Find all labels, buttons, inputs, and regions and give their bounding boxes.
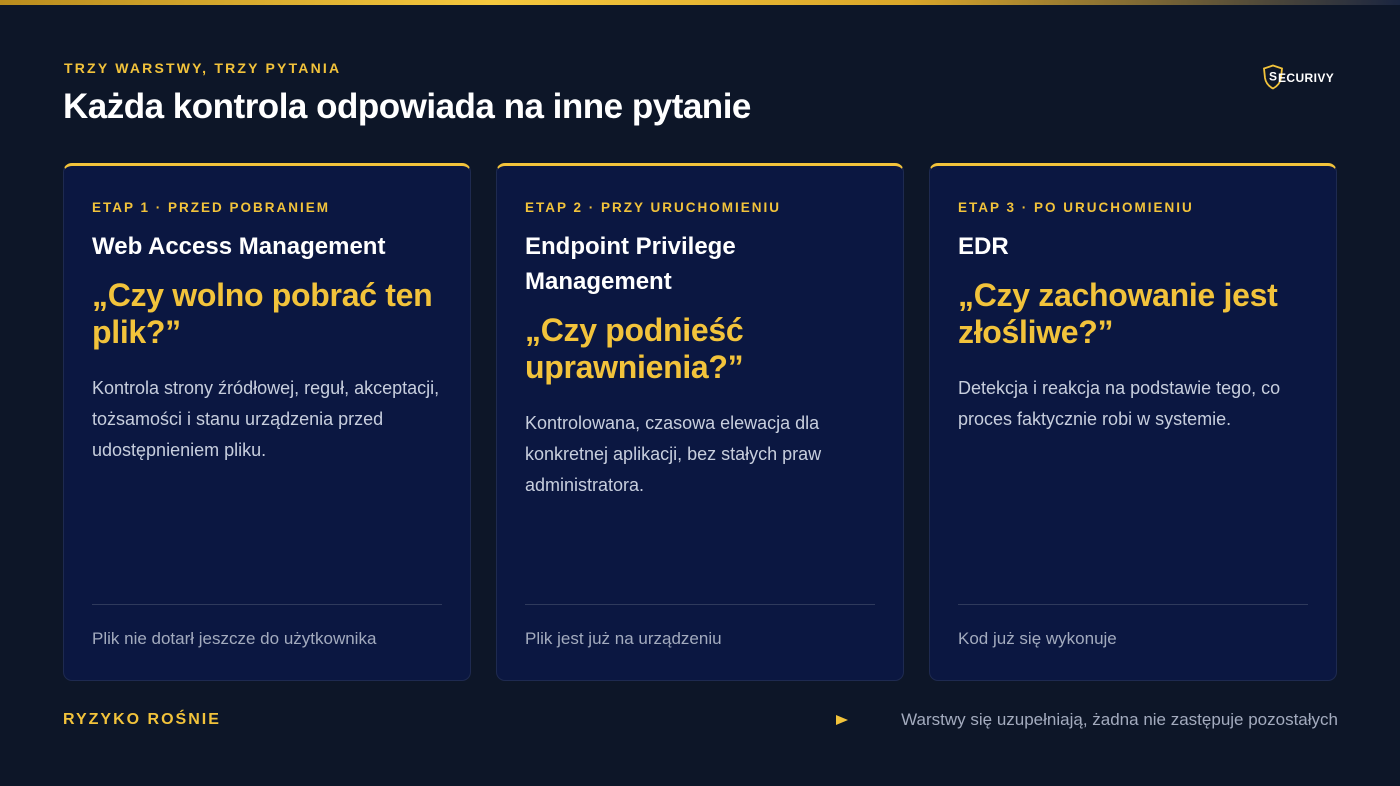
card-footer: Kod już się wykonuje	[958, 629, 1117, 648]
card-stage-label: ETAP 2 · PRZY URUCHOMIENIU	[525, 200, 782, 215]
card-divider	[92, 604, 442, 605]
card-stage-1	[63, 163, 471, 681]
logo-text: ECURIVY	[1278, 70, 1335, 85]
card-divider	[958, 604, 1308, 605]
section-eyebrow: TRZY WARSTWY, TRZY PYTANIA	[64, 60, 342, 76]
card-question: „Czy podnieść uprawnienia?”	[525, 312, 744, 385]
logo-mark: S	[1268, 69, 1278, 84]
securivy-logo	[1262, 64, 1334, 90]
card-footer: Plik nie dotarł jeszcze do użytkownika	[92, 629, 377, 648]
card-stage-2	[496, 163, 904, 681]
card-control-name: Web Access Management	[92, 233, 386, 260]
card-footer: Plik jest już na urządzeniu	[525, 629, 722, 648]
card-divider	[525, 604, 875, 605]
card-control-name: Endpoint Privilege Management	[525, 233, 736, 295]
card-control-name: EDR	[958, 233, 1009, 260]
card-stage-label: ETAP 3 · PO URUCHOMIENIU	[958, 200, 1194, 215]
risk-label: RYZYKO ROŚNIE	[63, 711, 221, 728]
card-description: Detekcja i reakcja na podstawie tego, co proces faktycznie robi w systemie.	[958, 378, 1281, 429]
arrow-right-icon	[250, 712, 850, 728]
card-stage-3	[929, 163, 1337, 681]
top-accent-bar	[0, 0, 1400, 5]
layers-note: Warstwy się uzupełniają, żadna nie zastępuje pozostałych	[901, 710, 1338, 729]
card-description: Kontrola strony źródłowej, reguł, akceptacji, tożsamości i stanu urządzenia przed udostępnieniem pliku.	[92, 378, 440, 460]
page-title: Każda kontrola odpowiada na inne pytanie	[63, 87, 751, 126]
card-description: Kontrolowana, czasowa elewacja dla konkretnej aplikacji, bez stałych praw administratora.	[525, 413, 822, 495]
card-question: „Czy zachowanie jest złośliwe?”	[958, 277, 1278, 350]
card-question: „Czy wolno pobrać ten plik?”	[92, 277, 433, 350]
card-stage-label: ETAP 1 · PRZED POBRANIEM	[92, 200, 331, 215]
